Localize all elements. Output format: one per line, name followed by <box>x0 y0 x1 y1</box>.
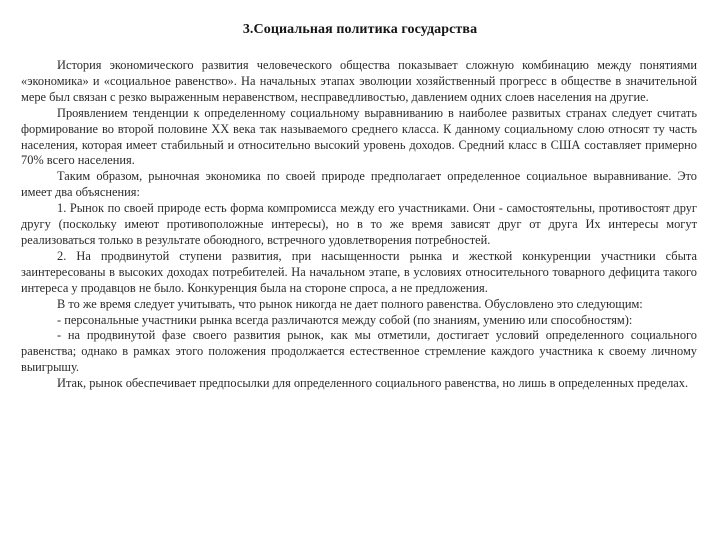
document-body <box>21 58 697 392</box>
paragraph: - персональные участники рынка всегда различаются между собой (по знаниям, умению или способностям): <box>57 312 633 327</box>
document-title: 3.Социальная политика государства <box>242 22 478 37</box>
paragraph: Таким образом, рыночная экономика по своей природе предполагает определенное социальное выравнивание. Это имеет два объяснения: <box>21 169 697 200</box>
paragraph: 1. Рынок по своей природе есть форма компромисса между его участниками. Они - самостоятельны, противостоят друг другу (поскольку имеют противоположные интересы), но в то же время зависят друг от друга Их интересы могут реализоваться только в результате обоюдного, встречного удовлетворения потребностей. <box>21 201 697 247</box>
paragraph: - на продвинутой фазе своего развития рынок, как мы отметили, достигает условий определенного социального равенства; однако в рамках этого положения продолжается естественное стремление каждого участника к своему личному выигрышу. <box>21 328 697 375</box>
paragraph: В то же время следует учитывать, что рынок никогда не дает полного равенства. Обусловлено это следующим: <box>57 296 643 311</box>
paragraph: Итак, рынок обеспечивает предпосылки для определенного социального равенства, но лишь в определенных пределах. <box>57 376 689 391</box>
paragraph: История экономического развития человеческого общества показывает сложную комбинацию между понятиями «экономика» и «социальное равенство». На начальных этапах эволюции хозяйственный прогресс в обществе в значительной мере был связан с резко выраженным неравенством, несправедливостью, давлением одних слоев населения на другие. <box>21 58 697 104</box>
paragraph: 2. На продвинутой ступени развития, при насыщенности рынка и жесткой конкуренции участники сбыта заинтересованы в высоких доходах потребителей. На начальном этапе, в условиях относительного товарного дефицита такого интереса у продавцов не было. Конкуренция была на стороне спроса, а не предложения. <box>21 248 697 295</box>
paragraph: Проявлением тенденции к определенному социальному выравниванию в наиболее развитых странах следует считать формирование во второй половине XX века так называемого среднего класса. К данному социальному слою относят ту часть населения, которая имеет стабильный и относительно высокий уровень доходов. Средний класс в США составляет примерно 70% всего населения. <box>21 105 697 168</box>
